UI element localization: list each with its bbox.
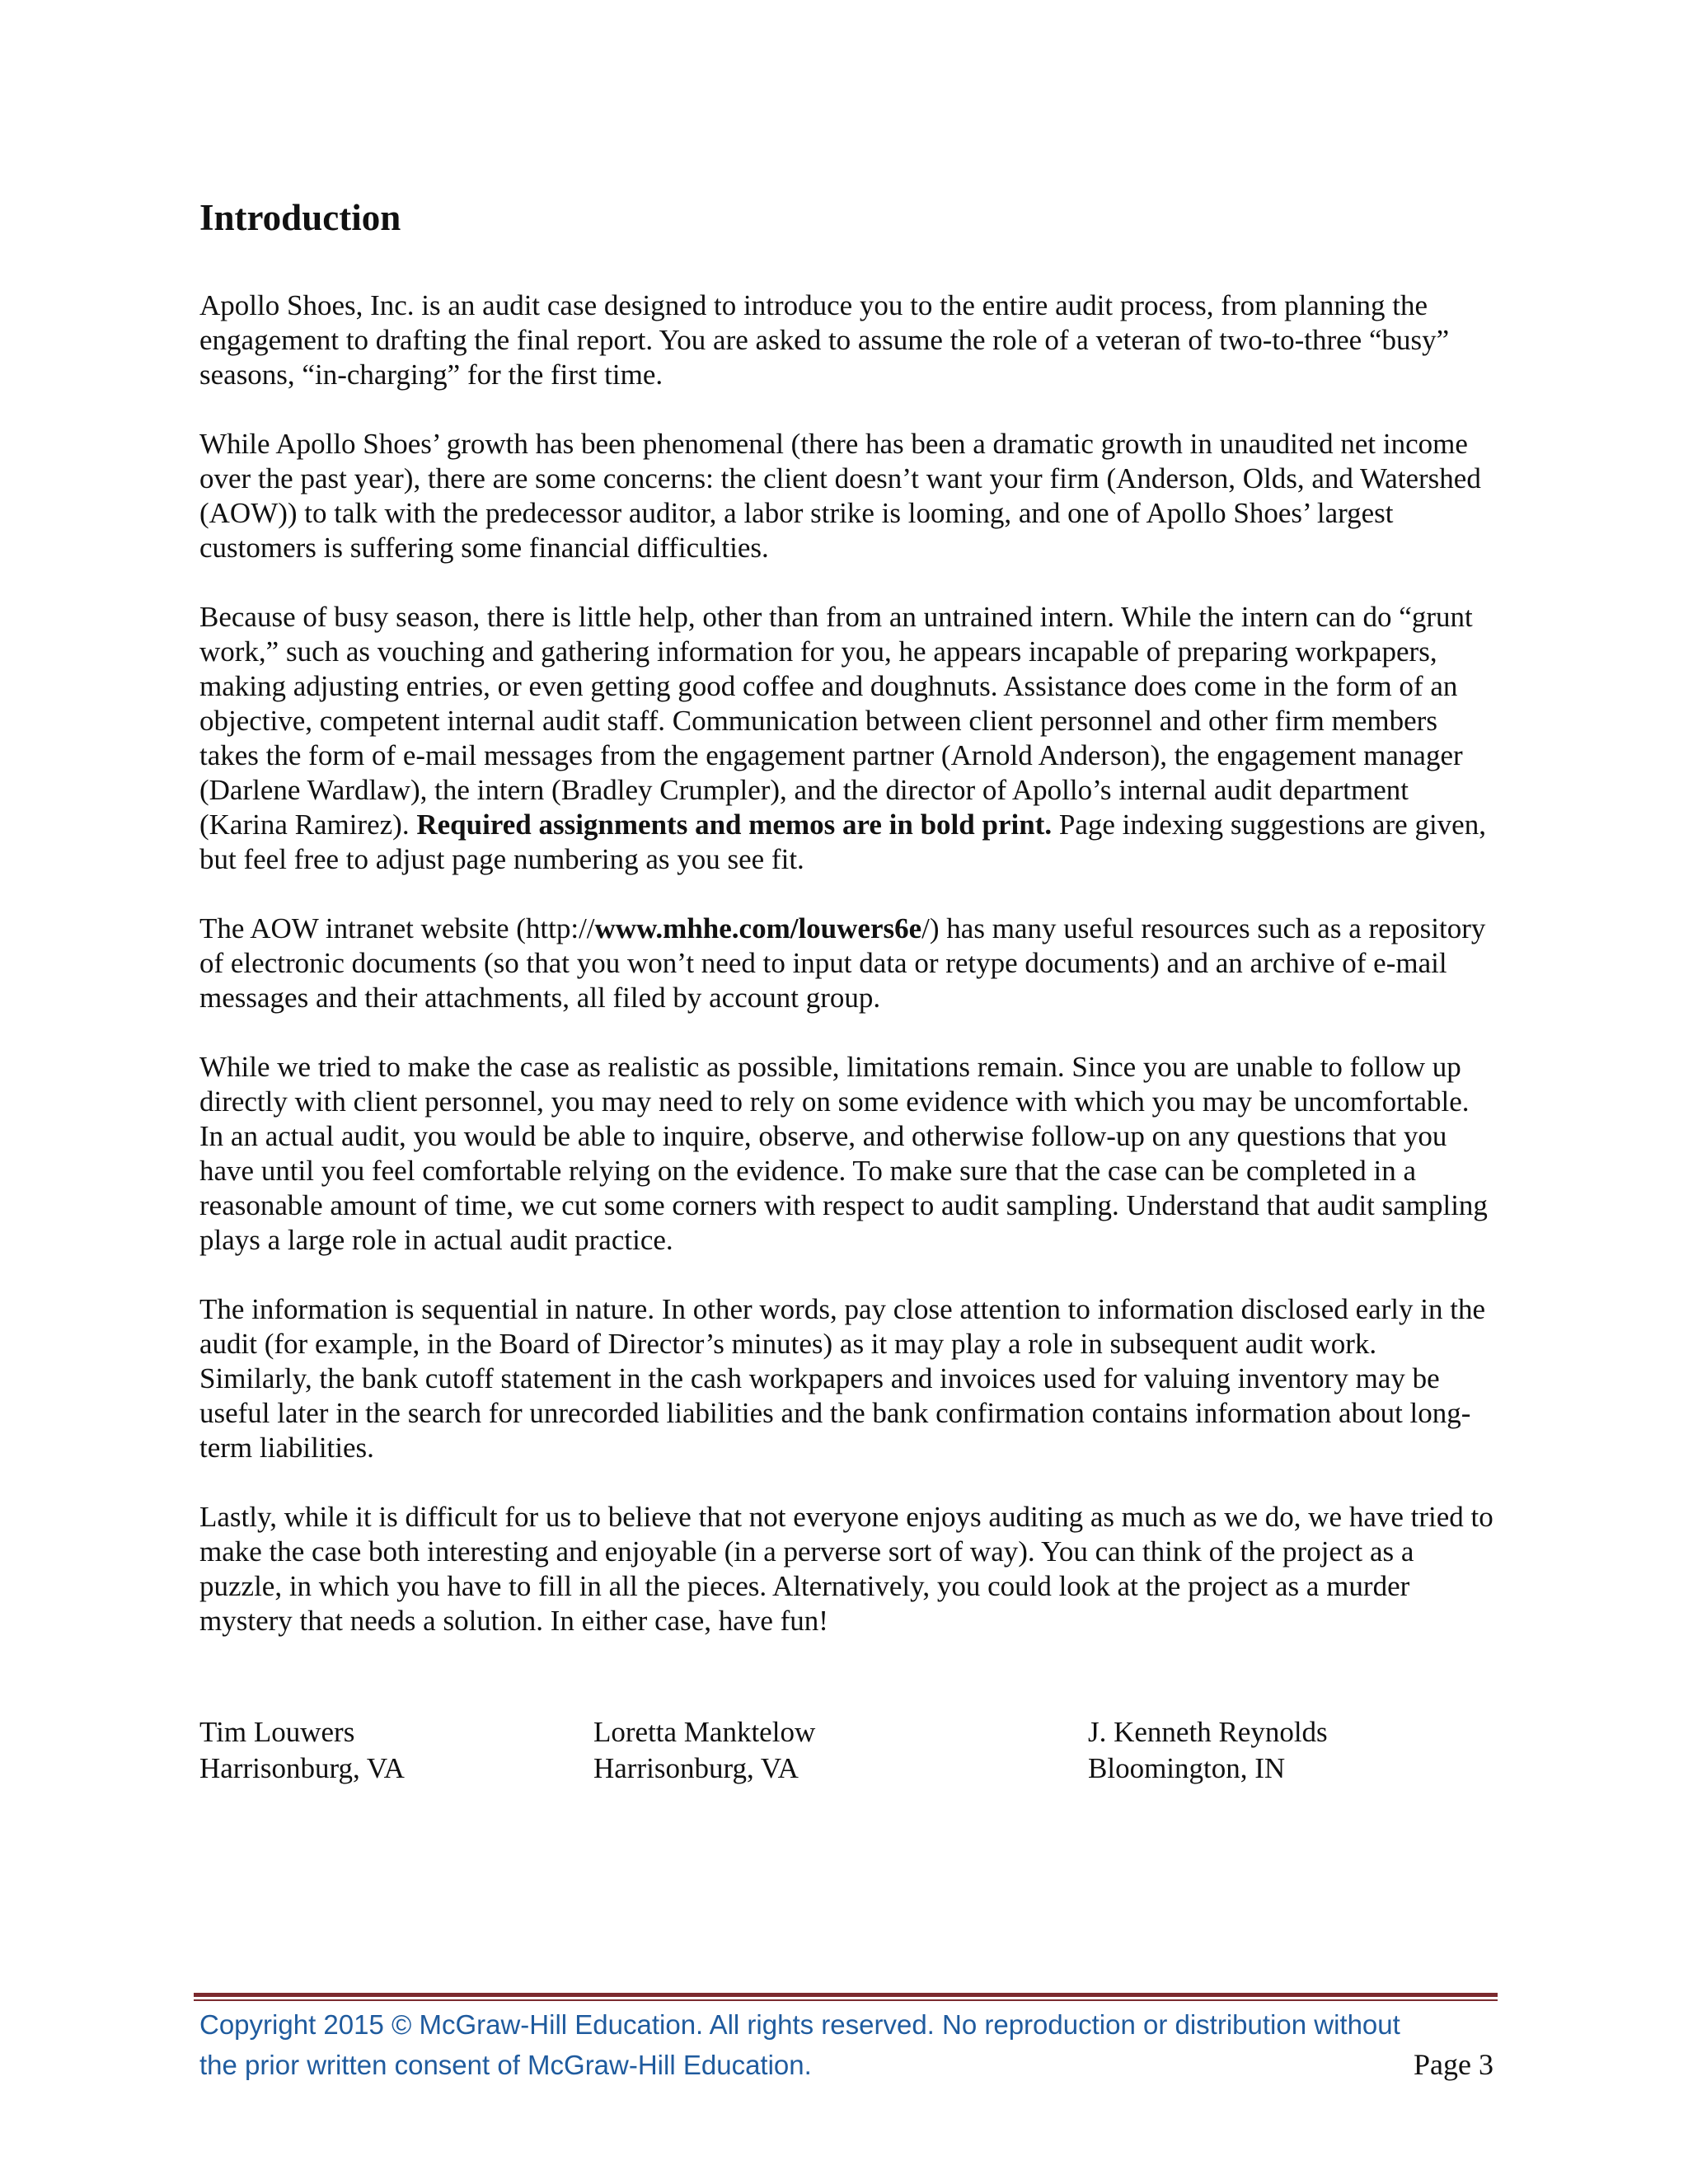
- paragraph-staffing-tail: Page indexing suggestions are given, but feel free to adjust page numbering as you see fit.: [199, 808, 1486, 875]
- paragraph-closing: Lastly, while it is difficult for us to believe that not everyone enjoys auditing as much as we do, we have tried to make the case both interesting and enjoyable (in a perverse sort of way). You can think of the project as a puzzle, in which you have to fill in all the pieces. Alternatively, you could look at the project as a murder mystery that needs a solution. In either case, have fun!: [199, 1500, 1493, 1637]
- paragraph-limitations: While we tried to make the case as realistic as possible, limitations remain. Since you are unable to follow up directly with client personnel, you may need to rely on some evidence with which you may be uncomfortable. In an actual audit, you would be able to inquire, observe, and otherwise follow-up on any questions that you have until you feel comfortable relying on the evidence. To make sure that the case can be completed in a reasonable amount of time, we cut some corners with respect to audit sampling. Understand that audit sampling plays a large role in actual audit practice.: [199, 1050, 1488, 1256]
- footer-divider-thin: [194, 1999, 1498, 2001]
- author-name: Tim Louwers: [199, 1716, 355, 1748]
- copyright-line-2: the prior written consent of McGraw-Hill Education.: [199, 2050, 812, 2080]
- paragraph-staffing-text: Because of busy season, there is little help, other than from an untrained intern. While the intern can do “grunt work,” such as vouching and gathering information for you, he appears incapable of preparing workpapers, making adjusting entries, or even getting good coffee and doughnuts. Assistance does come in the form of an objective, competent internal audit staff. Communication between client personnel and other firm members takes the form of e-mail messages from the engagement partner (Arnold Anderson), the engagement manager (Darlene Wardlaw), the intern (Bradley Crumpler), and the director of Apollo’s internal audit department (Karina Ramirez).: [199, 600, 1473, 841]
- paragraph-staffing: [199, 600, 1493, 877]
- paragraph-intranet-tail: /) has many useful resources such as a repository of electronic documents (so that you won’t need to input data or retype documents) and an archive of e-mail messages and their attachments, all filed by account group.: [199, 912, 1486, 1014]
- paragraph-concerns: While Apollo Shoes’ growth has been phenomenal (there has been a dramatic growth in unaudited net income over the past year), there are some concerns: the client doesn’t want your firm (Anderson, Olds, and Watershed (AOW)) to talk with the predecessor auditor, a labor strike is looming, and one of Apollo Shoes’ largest customers is suffering some financial difficulties.: [199, 427, 1481, 564]
- author-location: Harrisonburg, VA: [593, 1752, 799, 1784]
- paragraph-intranet: [199, 912, 1493, 1015]
- document-body: [199, 198, 1493, 1673]
- required-assignments-note: Required assignments and memos are in bold print.: [416, 808, 1053, 841]
- copyright-line-1: Copyright 2015 © McGraw-Hill Education. All rights reserved. No reproduction or distribution without: [199, 2009, 1400, 2040]
- intranet-url-link[interactable]: www.mhhe.com/louwers6e: [594, 912, 922, 944]
- footer-divider: [194, 1993, 1498, 1997]
- page-number: Page 3: [1414, 2048, 1493, 2081]
- page-footer: [199, 2004, 1493, 2085]
- author-name: J. Kenneth Reynolds: [1088, 1716, 1328, 1748]
- author-location: Harrisonburg, VA: [199, 1752, 405, 1784]
- author-location: Bloomington, IN: [1088, 1752, 1286, 1784]
- author-2: [593, 1714, 815, 1787]
- author-1: [199, 1714, 405, 1787]
- paragraph-sequential: The information is sequential in nature. In other words, pay close attention to information disclosed early in the audit (for example, in the Board of Director’s minutes) as it may play a role in subsequent audit work. Similarly, the bank cutoff statement in the cash workpapers and invoices used for valuing inventory may be useful later in the search for unrecorded liabilities and the bank confirmation contains information about long-term liabilities.: [199, 1292, 1486, 1464]
- author-name: Loretta Manktelow: [593, 1716, 816, 1748]
- paragraph-overview: Apollo Shoes, Inc. is an audit case designed to introduce you to the entire audit process, from planning the engagement to drafting the final report. You are asked to assume the role of a veteran of two-to-three “busy” seasons, “in-charging” for the first time.: [199, 288, 1450, 391]
- author-3: [1088, 1714, 1328, 1787]
- paragraph-intranet-text: The AOW intranet website (http://: [199, 912, 595, 944]
- page-title: Introduction: [199, 197, 401, 238]
